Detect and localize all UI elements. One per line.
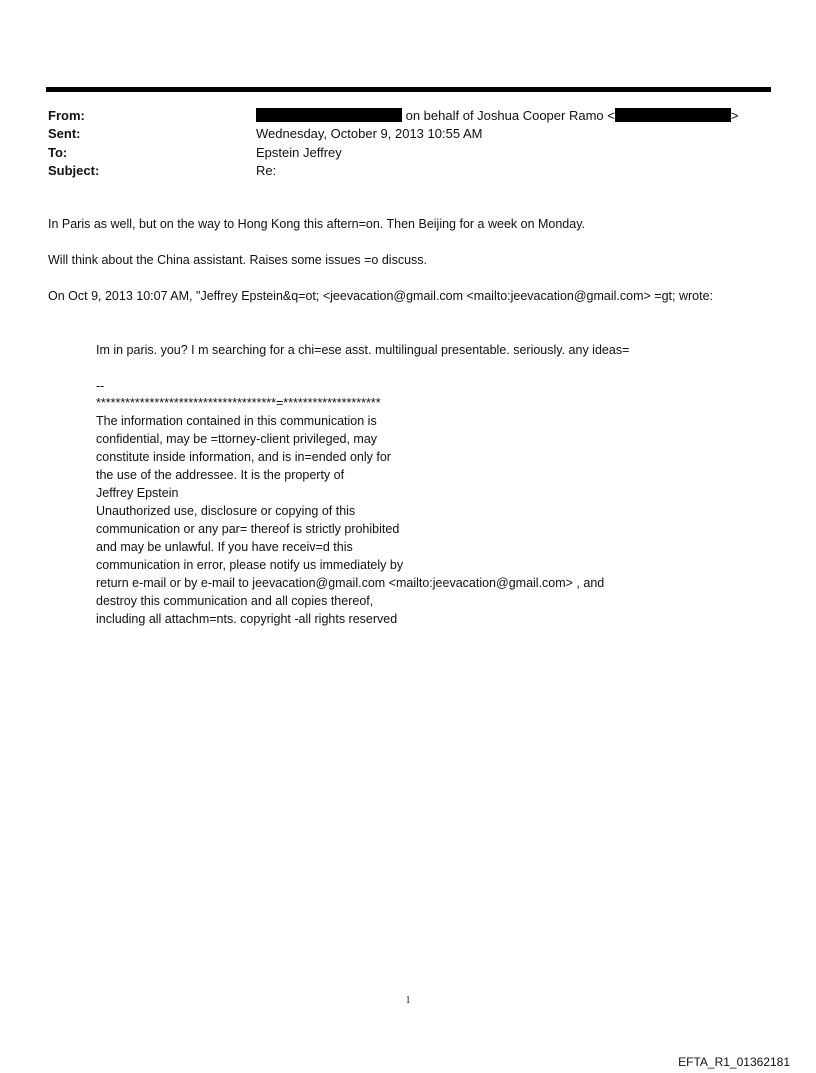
disclaimer-line: and may be unlawful. If you have receiv=d this: [96, 540, 353, 554]
disclaimer-line: the use of the addressee. It is the property of: [96, 468, 345, 482]
subject-value: Re:: [256, 163, 277, 178]
disclaimer-line: confidential, may be =ttorney-client privileged, may: [96, 432, 378, 446]
to-value: Epstein Jeffrey: [256, 145, 342, 160]
from-sender-text: on behalf of Joshua Cooper Ramo <: [402, 108, 615, 123]
to-label: To:: [48, 145, 68, 160]
redaction-block: [256, 108, 402, 122]
page-number: 1: [405, 995, 411, 1006]
subject-label: Subject:: [48, 163, 100, 178]
disclaimer-line: communication or any par= thereof is strictly prohibited: [96, 522, 400, 536]
bates-number: EFTA_R1_01362181: [678, 1055, 790, 1069]
redaction-block: [615, 108, 731, 122]
signature-dash: --: [96, 379, 105, 393]
disclaimer-line: The information contained in this communication is: [96, 414, 377, 428]
disclaimer-line: including all attachm=nts. copyright -all rights reserved: [96, 612, 398, 626]
signature-stars: *************************************=********************: [96, 396, 381, 410]
disclaimer-line: Jeffrey Epstein: [96, 486, 179, 500]
from-value: [256, 107, 738, 125]
disclaimer-line: constitute inside information, and is in=ended only for: [96, 450, 391, 464]
from-end-text: >: [730, 108, 739, 123]
quote-intro-line: On Oct 9, 2013 10:07 AM, "Jeffrey Epstein&q=ot; <jeevacation@gmail.com <mailto:jeevacation@gmail.com> =gt; wrote:: [48, 289, 713, 303]
sent-value: Wednesday, October 9, 2013 10:55 AM: [256, 126, 483, 141]
disclaimer-line: return e-mail or by e-mail to jeevacation@gmail.com <mailto:jeevacation@gmail.com> , and: [96, 576, 605, 590]
header-rule: [46, 87, 771, 92]
disclaimer-line: Unauthorized use, disclosure or copying of this: [96, 504, 356, 518]
body-line-2: Will think about the China assistant. Raises some issues =o discuss.: [48, 253, 427, 267]
from-label: From:: [48, 108, 85, 123]
quoted-message: Im in paris. you? I m searching for a chi=ese asst. multilingual presentable. seriously. any ideas=: [96, 343, 630, 357]
sent-label: Sent:: [48, 126, 81, 141]
body-line-1: In Paris as well, but on the way to Hong Kong this aftern=on. Then Beijing for a week on Monday.: [48, 217, 586, 231]
disclaimer-line: communication in error, please notify us immediately by: [96, 558, 404, 572]
disclaimer-line: destroy this communication and all copies thereof,: [96, 594, 374, 608]
